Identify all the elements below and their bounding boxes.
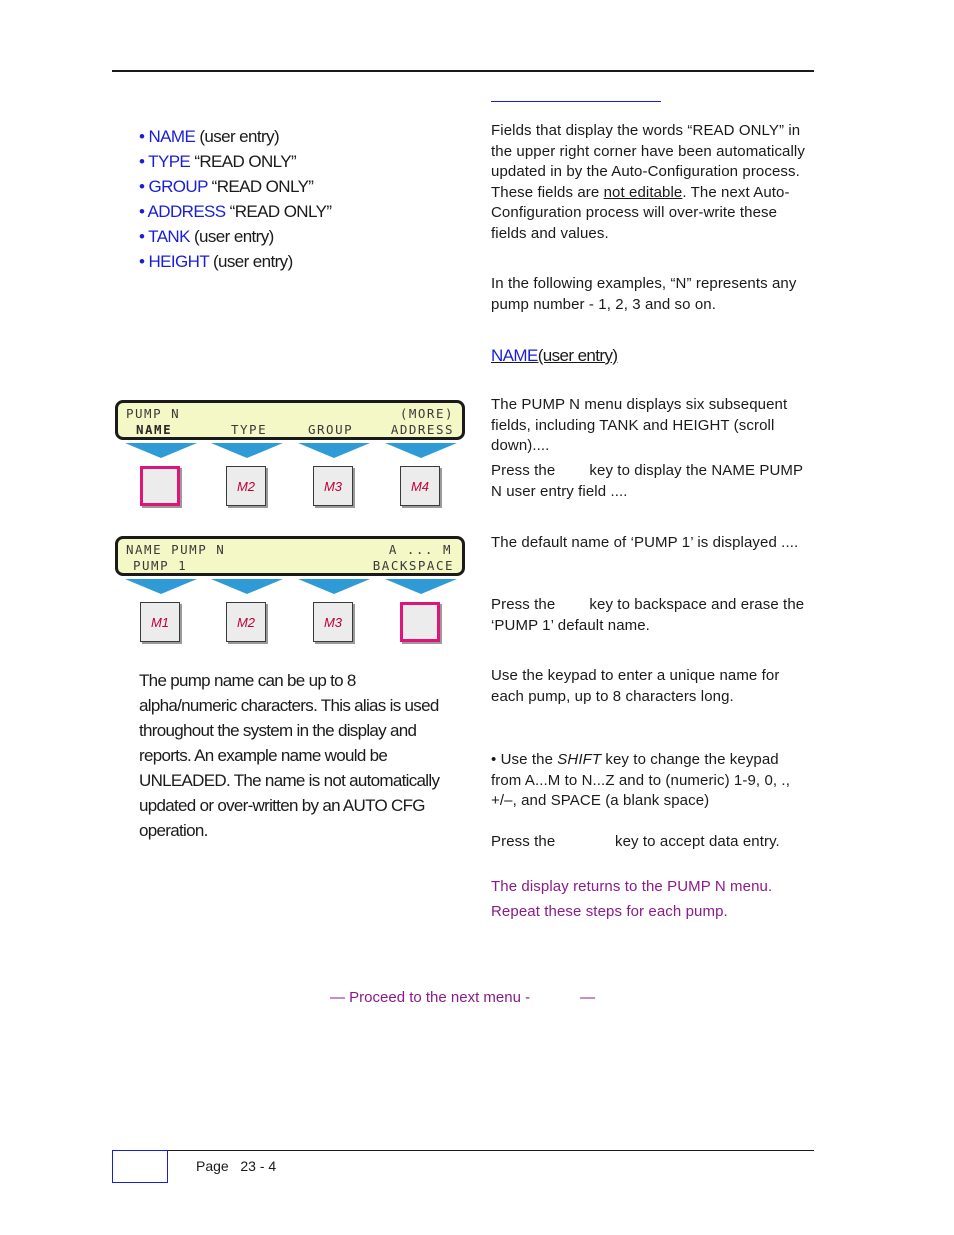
m2-key[interactable]: M2 (226, 602, 266, 642)
examples-paragraph: In the following examples, “N” represents any pump number - 1, 2, 3 and so on. (491, 275, 797, 313)
lcd-line2-right: BACKSPACE (372, 558, 454, 573)
default-name-text: The default name of ‘PUMP 1’ is displayed .... (491, 534, 799, 551)
list-item: • GROUP “READ ONLY” (139, 177, 314, 196)
keypad-text: Use the keypad to enter a unique name for each pump, up to 8 characters long. (491, 667, 780, 705)
lcd-line1-left: PUMP N (126, 406, 181, 421)
m3-key[interactable]: M3 (313, 466, 353, 506)
list-item: • ADDRESS “READ ONLY” (139, 202, 332, 221)
proceed-text: — Proceed to the next menu - — (330, 989, 596, 1006)
arrow-down-icon (385, 443, 457, 458)
lcd-display-name-entry (115, 536, 465, 576)
accept-text: Press the key to accept data entry. (491, 833, 780, 850)
list-item: • TYPE “READ ONLY” (139, 152, 297, 171)
lcd-label-group: GROUP (308, 422, 354, 437)
arrow-down-icon (211, 443, 283, 458)
m1-key[interactable] (140, 466, 180, 506)
lcd-line1-right: A ... M (388, 542, 452, 557)
m4-key[interactable] (400, 602, 440, 642)
page-number: Page 23 - 4 (196, 1158, 277, 1174)
repeat-text: Repeat these steps for each pump. (491, 903, 728, 920)
lcd-display-pump-menu (115, 400, 465, 440)
section-title-underline (491, 101, 661, 102)
list-item: • HEIGHT (user entry) (139, 252, 293, 271)
list-item: • NAME (user entry) (139, 127, 280, 146)
lcd-label-name: NAME (136, 422, 173, 437)
arrow-down-icon (298, 443, 370, 458)
arrow-down-icon (385, 579, 457, 594)
field-list (139, 124, 331, 274)
press-backspace-text: Press the key to backspace and erase the ‘PUMP 1’ default name. (491, 596, 809, 634)
shift-text: • Use the SHIFT key to change the keypad from A...M to N...Z and to (numeric) 1-9, 0, ., +/–, and SPACE (a blank space) (491, 751, 790, 810)
returns-text: The display returns to the PUMP N menu. (491, 878, 773, 895)
header-rule (112, 70, 814, 72)
m4-key[interactable]: M4 (400, 466, 440, 506)
lcd-line1-right: (MORE) (399, 406, 454, 421)
footer-box (112, 1150, 168, 1183)
name-heading: NAME(user entry) (491, 346, 618, 365)
read-only-paragraph: Fields that display the words “READ ONLY” in the upper right corner have been automatically updated in by the Auto-Configuration process. These fields are not editable. The next Auto-Configuration process will over-write these fields and values. (491, 122, 805, 242)
lcd-line1-left: NAME PUMP N (126, 542, 226, 557)
lcd-line2-left: PUMP 1 (133, 558, 188, 573)
arrow-down-icon (298, 579, 370, 594)
list-item: • TANK (user entry) (139, 227, 274, 246)
m3-key[interactable]: M3 (313, 602, 353, 642)
lcd-label-type: TYPE (231, 422, 268, 437)
arrow-down-icon (125, 579, 197, 594)
arrow-down-icon (125, 443, 197, 458)
arrow-down-icon (211, 579, 283, 594)
menu-description: The PUMP N menu displays six subsequent fields, including TANK and HEIGHT (scroll down).... (491, 396, 788, 455)
pump-name-description: The pump name can be up to 8 alpha/numeric characters. This alias is used throughout the system in the display and reports. An example name would be UNLEADED. The name is not automatically updated or over-written by an AUTO CFG operation. (139, 671, 440, 840)
footer-rule (112, 1150, 814, 1151)
press-key-name-text: Press the key to display the NAME PUMP N user entry field .... (491, 462, 808, 500)
m1-key[interactable]: M1 (140, 602, 180, 642)
m2-key[interactable]: M2 (226, 466, 266, 506)
lcd-label-address: ADDRESS (390, 422, 454, 437)
